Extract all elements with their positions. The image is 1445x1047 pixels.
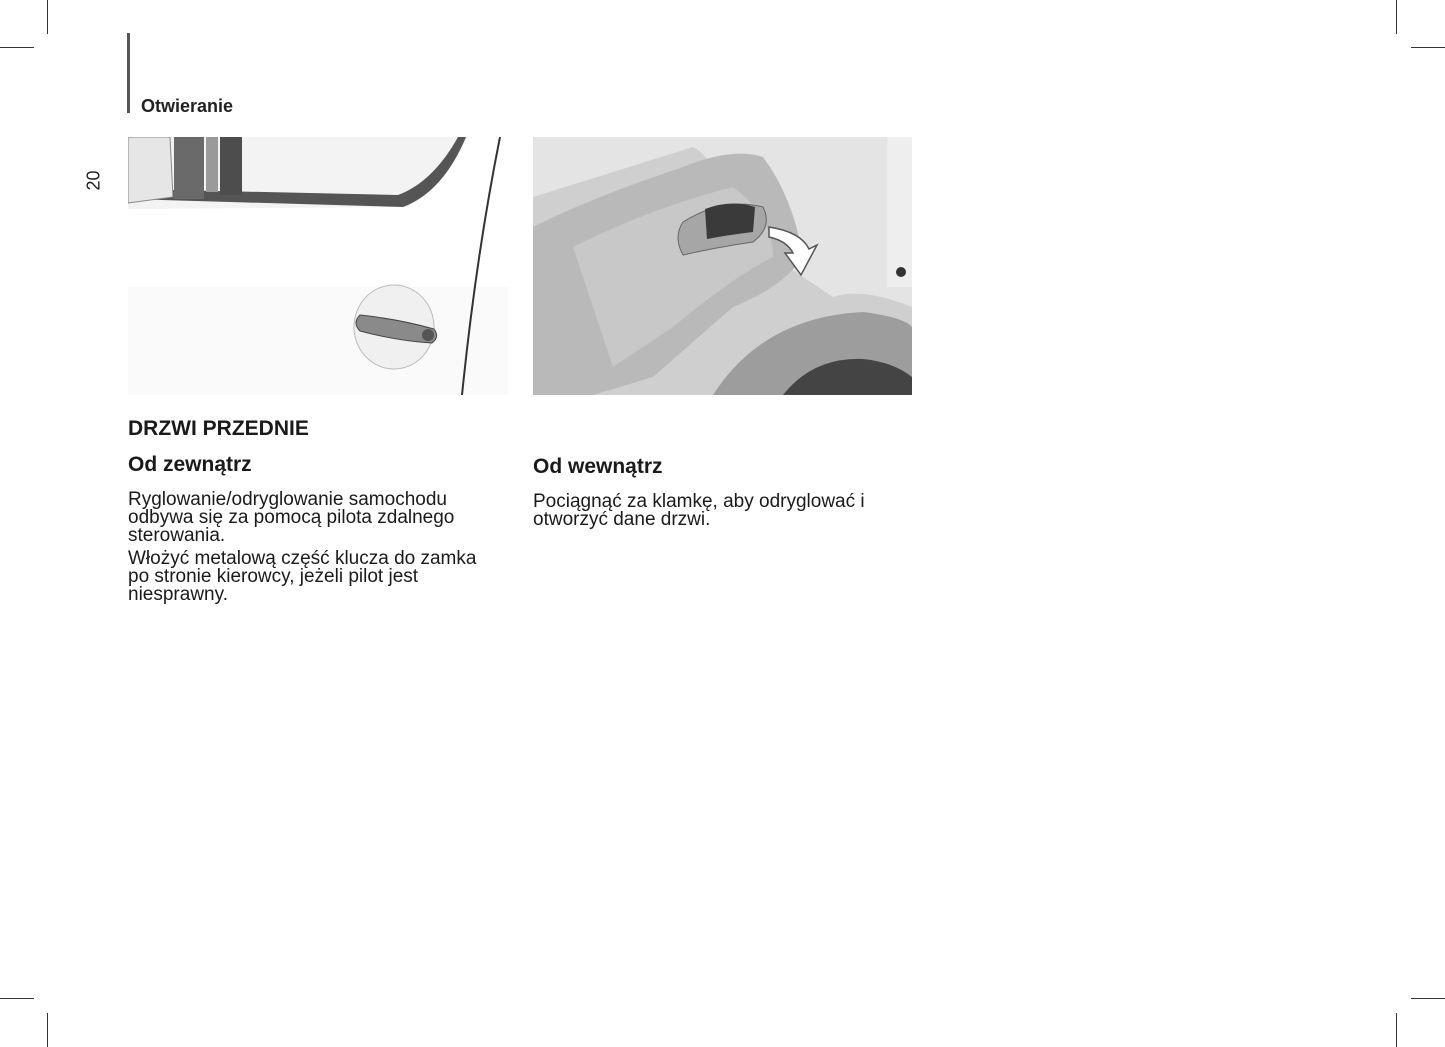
- header-rule: [127, 33, 130, 113]
- crop-mark: [0, 998, 34, 999]
- section-title: Otwieranie: [141, 96, 234, 116]
- crop-mark: [1396, 0, 1397, 34]
- section-heading: DRZWI PRZEDNIE: [128, 417, 309, 440]
- crop-mark: [47, 0, 48, 34]
- door-handle-exterior-illustration: [128, 137, 508, 395]
- crop-mark: [1411, 47, 1445, 48]
- crop-mark: [1396, 1013, 1397, 1047]
- paragraph: Pociągnąć za klamkę, aby odryglować i otworzyć dane drzwi.: [533, 491, 865, 530]
- subheading-exterior: Od zewnątrz: [128, 453, 252, 476]
- door-handle-interior-illustration: [533, 137, 912, 395]
- subheading-interior: Od wewnątrz: [533, 455, 663, 478]
- crop-mark: [0, 47, 34, 48]
- page-number: 20: [83, 170, 104, 191]
- crop-mark: [1411, 998, 1445, 999]
- paragraph: Ryglowanie/odryglowanie samochodu odbywa się za pomocą pilota zdalnego sterowania.: [128, 489, 455, 546]
- crop-mark: [47, 1013, 48, 1047]
- paragraph: Włożyć metalową część klucza do zamka po stronie kierowcy, jeżeli pilot jest niesprawny.: [128, 548, 477, 605]
